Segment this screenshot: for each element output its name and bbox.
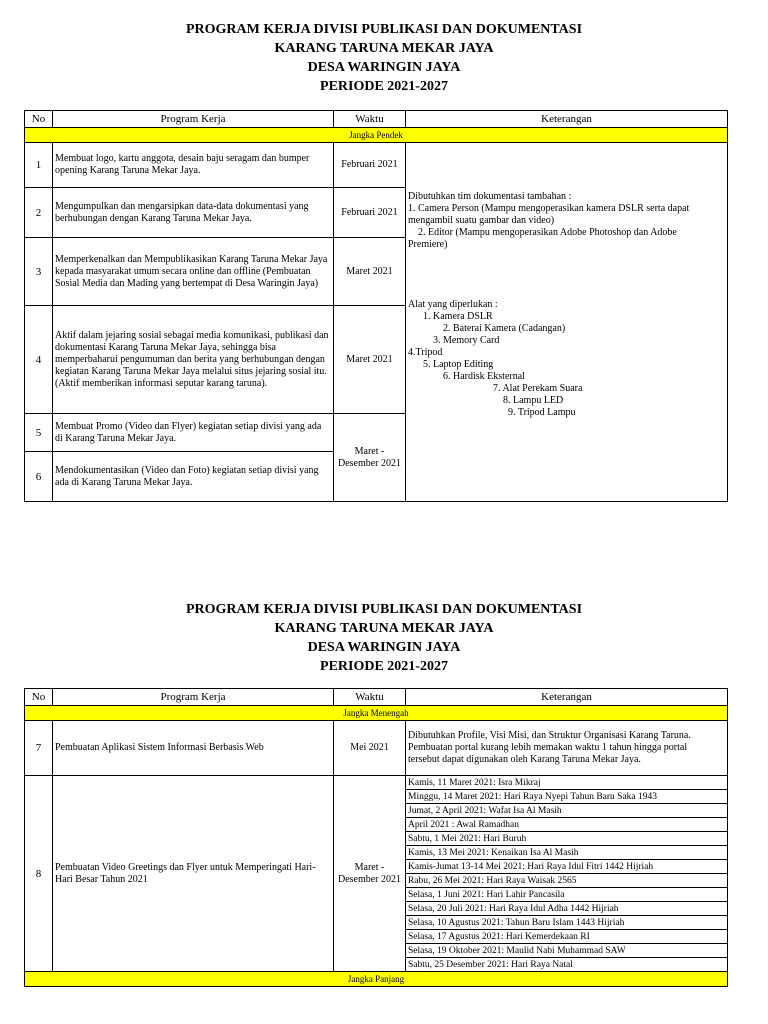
header-no: No xyxy=(25,689,53,706)
event-item: Jumat, 2 April 2021: Wafat Isa Al Masih xyxy=(406,804,728,818)
event-item: Selasa, 19 Oktober 2021: Maulid Nabi Muhammad SAW xyxy=(406,944,728,958)
band-row xyxy=(25,972,728,987)
page-title-1 xyxy=(0,20,768,96)
band-jangka-pendek: Jangka Pendek xyxy=(25,128,728,143)
header-waktu: Waktu xyxy=(334,111,406,128)
header-keterangan: Keterangan xyxy=(406,689,728,706)
row-no: 8 xyxy=(25,776,53,972)
header-program: Program Kerja xyxy=(53,111,334,128)
title-line: PROGRAM KERJA DIVISI PUBLIKASI DAN DOKUMENTASI xyxy=(185,602,583,617)
row-program: Pembuatan Video Greetings dan Flyer untuk Memperingati Hari-Hari Besar Tahun 2021 xyxy=(53,776,334,972)
row-program: Mendokumentasikan (Video dan Foto) kegiatan setiap divisi yang ada di Karang Taruna Mekar Jaya. xyxy=(53,452,334,502)
event-item: Sabtu, 25 Desember 2021: Hari Raya Natal xyxy=(406,958,728,972)
band-row xyxy=(25,128,728,143)
row-program: Mengumpulkan dan mengarsipkan data-data dokumentasi yang berhubungan dengan Karang Taruna Mekar Jaya. xyxy=(53,188,334,238)
row-waktu: Februari 2021 xyxy=(334,188,406,238)
event-item: Selasa, 10 Agustus 2021: Tahun Baru Islam 1443 Hijriah xyxy=(406,916,728,930)
title-line: KARANG TARUNA MEKAR JAYA xyxy=(274,41,494,56)
keterangan-cell: Dibutuhkan tim dokumentasi tambahan : 1. Camera Person (Mampu mengoperasikan kamera DSLR serta dapat mengambil suatu gambar dan video) 2. Editor (Mampu mengoperasikan Adobe Photoshop dan Adobe Premiere) Alat yang diperlukan : 1. Kamera DSLR 2. Baterai Kamera (Cadangan) 3. Memory Card 4.Tripod 5. Laptop Editing 6. Hardisk Eksternal 7. Alat Perekam Suara 8. Lampu LED 9. Tripod Lampu xyxy=(406,143,728,502)
header-row xyxy=(25,111,728,128)
row-no: 2 xyxy=(25,188,53,238)
row-waktu: Maret 2021 xyxy=(334,306,406,414)
event-item: Selasa, 17 Agustus 2021: Hari Kemerdekaan RI xyxy=(406,930,728,944)
table-row xyxy=(25,721,728,776)
band-jangka-panjang: Jangka Panjang xyxy=(25,972,728,987)
title-line: PROGRAM KERJA DIVISI PUBLIKASI DAN DOKUMENTASI xyxy=(185,22,583,37)
row-program: Membuat Promo (Video dan Flyer) kegiatan setiap divisi yang ada di Karang Taruna Mekar Jaya. xyxy=(53,414,334,452)
event-item: Selasa, 20 Juli 2021: Hari Raya Idul Adha 1442 Hijriah xyxy=(406,902,728,916)
band-jangka-menengah: Jangka Menengah xyxy=(25,706,728,721)
table-row xyxy=(25,776,728,790)
row-no: 1 xyxy=(25,143,53,188)
header-program: Program Kerja xyxy=(53,689,334,706)
header-row xyxy=(25,689,728,706)
event-item: Kamis, 13 Mei 2021: Kenaikan Isa Al Masih xyxy=(406,846,728,860)
row-waktu: Maret 2021 xyxy=(334,238,406,306)
row-no: 7 xyxy=(25,721,53,776)
row-program: Pembuatan Aplikasi Sistem Informasi Berbasis Web xyxy=(53,721,334,776)
header-waktu: Waktu xyxy=(334,689,406,706)
row-waktu: Maret - Desember 2021 xyxy=(334,776,406,972)
title-line: PERIODE 2021-2027 xyxy=(320,659,448,674)
title-line: KARANG TARUNA MEKAR JAYA xyxy=(274,621,494,636)
row-program: Membuat logo, kartu anggota, desain baju seragam dan bumper opening Karang Taruna Mekar Jaya. xyxy=(53,143,334,188)
band-row xyxy=(25,706,728,721)
row-program: Aktif dalam jejaring sosial sebagai media komunikasi, publikasi dan dokumentasi Karang Taruna Mekar Jaya, sehingga bisa memperbaharui pengumuman dan berita yang berhubungan dengan kegiatan Karang Taruna Mekar Jaya melalui situs jejaring sosial itu. (Aktif memberikan informasi seputar karang taruna). xyxy=(53,306,334,414)
header-no: No xyxy=(25,111,53,128)
event-item: Kamis, 11 Maret 2021: Isra Mikraj xyxy=(406,776,728,790)
row-no: 4 xyxy=(25,306,53,414)
keterangan-cell: Dibutuhkan Profile, Visi Misi, dan Struktur Organisasi Karang Taruna. Pembuatan portal kurang lebih memakan waktu 1 tahun hingga portal tersebut dapat digunakan oleh Karang Taruna Mekar Jaya. xyxy=(406,721,728,776)
program-table-2 xyxy=(24,688,728,987)
title-line: PERIODE 2021-2027 xyxy=(320,79,448,94)
row-no: 6 xyxy=(25,452,53,502)
row-no: 3 xyxy=(25,238,53,306)
event-item: Kamis-Jumat 13-14 Mei 2021: Hari Raya Idul Fitri 1442 Hijriah xyxy=(406,860,728,874)
title-line: DESA WARINGIN JAYA xyxy=(307,60,461,75)
program-table-1 xyxy=(24,110,728,502)
header-keterangan: Keterangan xyxy=(406,111,728,128)
row-waktu: Maret - Desember 2021 xyxy=(334,414,406,502)
title-line: DESA WARINGIN JAYA xyxy=(307,640,461,655)
event-item: April 2021 : Awal Ramadhan xyxy=(406,818,728,832)
event-item: Sabtu, 1 Mei 2021: Hari Buruh xyxy=(406,832,728,846)
event-item: Minggu, 14 Maret 2021: Hari Raya Nyepi Tahun Baru Saka 1943 xyxy=(406,790,728,804)
event-item: Selasa, 1 Juni 2021: Hari Lahir Pancasila xyxy=(406,888,728,902)
row-waktu: Mei 2021 xyxy=(334,721,406,776)
event-item: Rabu, 26 Mei 2021: Hari Raya Waisak 2565 xyxy=(406,874,728,888)
table-row xyxy=(25,143,728,188)
row-program: Memperkenalkan dan Mempublikasikan Karang Taruna Mekar Jaya kepada masyarakat umum secara online dan offline (Pembuatan Sosial Media dan Mading yang bertempat di Desa Waringin Jaya) xyxy=(53,238,334,306)
row-waktu: Februari 2021 xyxy=(334,143,406,188)
row-no: 5 xyxy=(25,414,53,452)
page-title-2 xyxy=(0,600,768,676)
